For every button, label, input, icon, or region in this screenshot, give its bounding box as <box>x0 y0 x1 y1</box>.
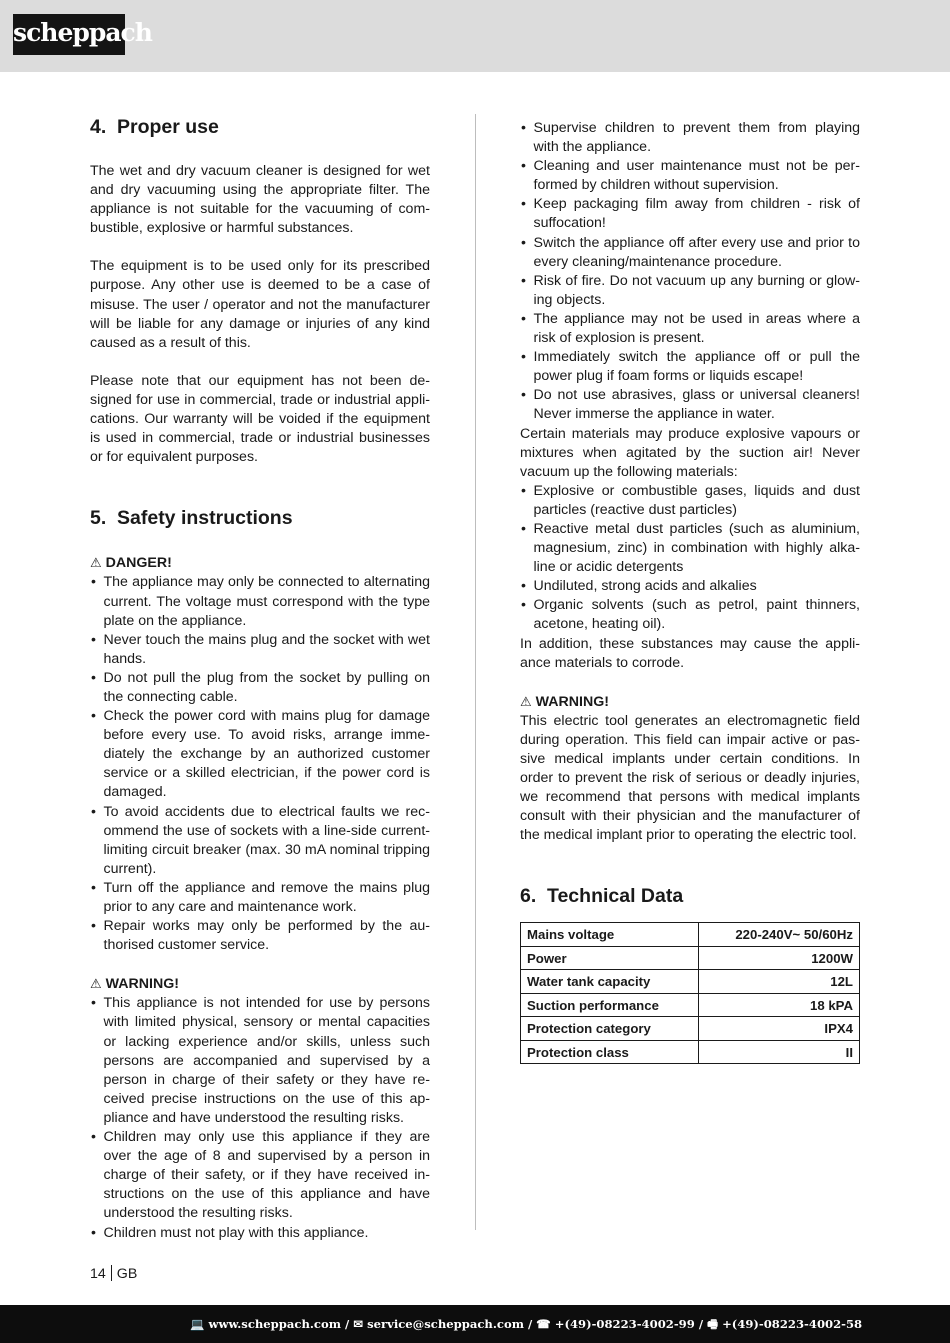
footer-bar: 💻 www.scheppach.com / ✉ service@scheppach.com / ☎ +(49)-08223-4002-99 / 🖷 +(49)-08223-4002-58 <box>0 1305 950 1343</box>
footer-website[interactable]: www.scheppach.com <box>208 1317 341 1331</box>
right-column <box>520 119 860 1064</box>
list-item: • Immediately switch the appliance off or pull the power plug if foam forms or liquids escape! <box>520 348 860 386</box>
list-item: • Undiluted, strong acids and alkalies <box>520 577 860 596</box>
page-number-separator <box>111 1265 112 1281</box>
danger-list <box>90 573 430 955</box>
envelope-icon: ✉ <box>353 1317 364 1331</box>
list-item: • Keep packaging film away from children - risk of suffocation! <box>520 195 860 233</box>
footer-fax: +(49)-08223-4002-58 <box>722 1317 863 1331</box>
danger-label: ⚠ DANGER! <box>90 555 172 572</box>
list-item: • Never touch the mains plug and the socket with wet hands. <box>90 631 430 669</box>
table-label: Protection category <box>521 1017 699 1041</box>
technical-data-table <box>520 922 860 1064</box>
column-divider <box>475 114 476 1230</box>
table-row <box>521 1017 860 1041</box>
section-heading-proper-use: 4. Proper use <box>90 116 219 138</box>
warning-triangle-icon: ⚠ <box>520 693 532 709</box>
list-item: • Reactive metal dust particles (such as aluminium, magnesium, zinc) in combination with highly alkaline or acidic detergents <box>520 520 860 577</box>
table-row <box>521 923 860 947</box>
list-item: • To avoid accidents due to electrical faults we recommend the use of sockets with a line-side current-limiting circuit breaker (max. 30 mA nominal tripping current). <box>90 803 430 879</box>
warning-triangle-icon: ⚠ <box>90 555 102 571</box>
list-item: • Repair works may only be performed by the authorised customer service. <box>90 917 430 955</box>
list-item: • Turn off the appliance and remove the mains plug prior to any care and maintenance work. <box>90 879 430 917</box>
section-heading-safety: 5. Safety instructions <box>90 507 293 530</box>
section-heading-technical-data: 6. Technical Data <box>520 885 684 908</box>
list-item: • This appliance is not intended for use by persons with limited physical, sensory or mental capacities or lacking experience and/or skills, unless such persons are accompanied and supervised by a person in charge of their safety or they have received precise instructions on the use of this appliance and have understood the resulting risks. <box>90 994 430 1128</box>
scheppach-logo: scheppach <box>13 14 125 55</box>
footer-phone: +(49)-08223-4002-99 <box>554 1317 695 1331</box>
materials-intro: Certain materials may produce explosive vapours or mixtures when agitated by the suction air! Never vacuum up the following materials: <box>520 425 860 480</box>
list-item: • Do not pull the plug from the socket by pulling on the connecting cable. <box>90 669 430 707</box>
warning-label: ⚠ WARNING! <box>90 976 179 993</box>
list-item: • Do not use abrasives, glass or universal cleaners! Never immerse the appliance in water. <box>520 386 860 424</box>
paragraph: The equipment is to be used only for its prescribed purpose. Any other use is deemed to be a case of misuse. The user / operator and not the manufacturer will be liable for any damage or injuries of any kind caused as a result of this. <box>90 258 430 351</box>
table-label: Water tank capacity <box>521 970 699 994</box>
list-item: • Supervise children to prevent them from playing with the appliance. <box>520 119 860 157</box>
table-value: II <box>699 1040 860 1064</box>
list-item: • Check the power cord with mains plug for damage before every use. To avoid risks, arrange immediately the exchange by an authorized customer service or a skilled electrician, if the power cord is damaged. <box>90 707 430 802</box>
list-item: • Explosive or combustible gases, liquids and dust particles (reactive dust particles) <box>520 482 860 520</box>
table-value: 1200W <box>699 946 860 970</box>
telephone-icon: ☎ <box>536 1317 551 1331</box>
fax-icon: 🖷 <box>707 1317 719 1331</box>
table-row <box>521 1040 860 1064</box>
table-label: Suction performance <box>521 993 699 1017</box>
warning-triangle-icon: ⚠ <box>90 976 102 992</box>
paragraph: Please note that our equipment has not been designed for use in commercial, trade or industrial applications. Our warranty will be voided if the equipment is used in commercial, trade or industrial businesses or for equivalent purposes. <box>90 372 430 466</box>
list-item: • Organic solvents (such as petrol, paint thinners, acetone, heating oil). <box>520 596 860 634</box>
materials-outro: In addition, these substances may cause the appliance materials to corrode. <box>520 635 860 671</box>
list-item: • The appliance may only be connected to alternating current. The voltage must correspond with the type plate on the appliance. <box>90 573 430 630</box>
paragraph: The wet and dry vacuum cleaner is designed for wet and dry vacuuming using the appropriate filter. The appliance is not suitable for the vacuuming of combustible, explosive or harmful substances. <box>90 163 430 237</box>
materials-list <box>520 482 860 635</box>
computer-icon: 💻 <box>190 1317 205 1331</box>
table-label: Power <box>521 946 699 970</box>
list-item: • Children must not play with this appliance. <box>90 1224 430 1243</box>
table-row <box>521 970 860 994</box>
page-number: 14 GB <box>90 1266 138 1282</box>
list-item: • Children may only use this appliance if they are over the age of 8 and supervised by a person in charge of their safety, or if they have received instructions on the use of this appliance and have understood the resulting risks. <box>90 1128 430 1223</box>
list-item: • Risk of fire. Do not vacuum up any burning or glowing objects. <box>520 272 860 310</box>
list-item: • Cleaning and user maintenance must not be performed by children without supervision. <box>520 157 860 195</box>
warning-label: ⚠ WARNING! <box>520 693 609 710</box>
list-item: • The appliance may not be used in areas where a risk of explosion is present. <box>520 310 860 348</box>
emf-warning-text: This electric tool generates an electromagnetic field during operation. This field can impair active or passive medical implants under certain conditions. In order to prevent the risk of serious or deadly injuries, we recommend that persons with medical implants consult with their physician and the manufacturer of the medical implant prior to operating the electric tool. <box>520 712 860 844</box>
header-bar <box>0 0 950 72</box>
left-column <box>90 114 430 1243</box>
footer-email[interactable]: service@scheppach.com <box>367 1317 524 1331</box>
table-row <box>521 993 860 1017</box>
table-value: 18 kPA <box>699 993 860 1017</box>
table-value: 12L <box>699 970 860 994</box>
table-label: Protection class <box>521 1040 699 1064</box>
table-label: Mains voltage <box>521 923 699 947</box>
list-item: • Switch the appliance off after every use and prior to every cleaning/maintenance procedure. <box>520 234 860 272</box>
table-value: 220-240V~ 50/60Hz <box>699 923 860 947</box>
warning-list <box>90 994 430 1242</box>
continued-list <box>520 119 860 425</box>
table-value: IPX4 <box>699 1017 860 1041</box>
table-row <box>521 946 860 970</box>
